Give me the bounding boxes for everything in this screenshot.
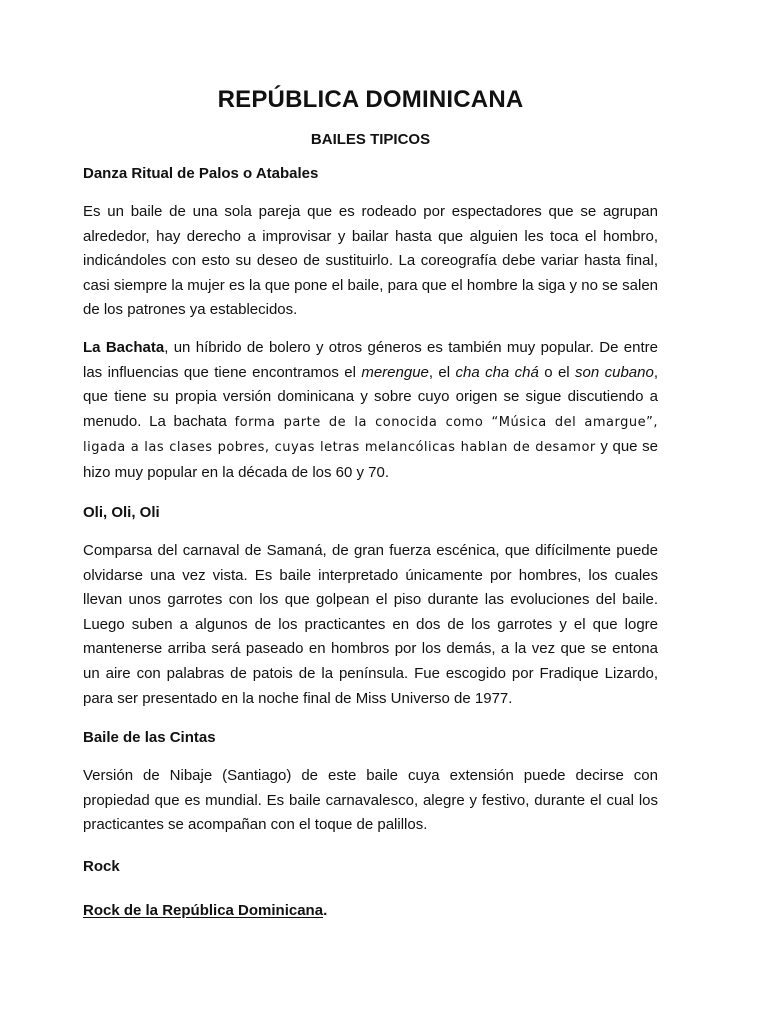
section-paragraph-cintas: Versión de Nibaje (Santiago) de este baile cuya extensión puede decirse con propiedad que es mundial. Es baile carnavalesco, alegre y festivo, durante el cual los practicantes se acompañan con el toque de palillos. [83, 767, 658, 834]
rock-link-line [83, 901, 327, 921]
bachata-text-4: , que tiene su propia versión dominicana y sobre cuyo origen se sigue discutiendo a menudo. La bachata [83, 363, 658, 430]
section-paragraph-danza: Es un baile de una sola pareja que es rodeado por espectadores que se agrupan alrededor, hay derecho a improvisar y bailar hasta que alguien les toca el hombro, indicándoles con esto su deseo de sustituirlo. La coreografía debe variar hasta final, casi siempre la mujer es la que pone el baile, para que el hombre la siga y no se salen de los patrones ya establecidos. [83, 203, 658, 319]
document-subtitle: BAILES TIPICOS [310, 131, 431, 148]
bachata-text-5: y que se hizo muy popular en la década de los 60 y 70. [83, 438, 658, 481]
section-heading-oli: Oli, Oli, Oli [83, 504, 160, 521]
rock-link-suffix: . [323, 902, 328, 919]
merengue-term: merengue [361, 363, 429, 381]
document-title: REPÚBLICA DOMINICANA [217, 86, 524, 113]
bachata-text-alt: forma parte de la conocida como “Música del amargue”, ligada a las clases pobres, cuyas letras melancólicas hablan de desamor [83, 414, 658, 456]
bachata-text-1: , un híbrido de bolero y otros géneros es también muy popular. De entre las influencias que tiene encontramos el [83, 339, 658, 381]
rock-republica-dominicana-link[interactable]: Rock de la República Dominicana [83, 902, 324, 919]
section-heading-danza: Danza Ritual de Palos o Atabales [83, 165, 319, 182]
bachata-text-3: o el [538, 363, 576, 381]
chachacha-term: cha cha chá [455, 363, 539, 381]
bachata-term: La Bachata [83, 339, 165, 356]
document-page [83, 0, 658, 1024]
son-cubano-term: son cubano [575, 363, 654, 381]
bachata-text-2: , el [428, 363, 456, 381]
section-heading-rock: Rock [83, 858, 120, 875]
section-paragraph-bachata [83, 336, 658, 486]
section-heading-cintas: Baile de las Cintas [83, 729, 216, 746]
section-paragraph-oli: Comparsa del carnaval de Samaná, de gran fuerza escénica, que difícilmente puede olvidarse una vez vista. Es baile interpretado únicamente por hombres, los cuales llevan unos garrotes con los que golpean el piso durante las evoluciones del baile. Luego suben a algunos de los practicantes en dos de los garrotes y el que logre mantenerse arriba será paseado en hombros por los demás, a la vez que se entona un aire con palabras de patois de la península. Fue escogido por Fradique Lizardo, para ser presentado en la noche final de Miss Universo de 1977. [83, 542, 658, 707]
